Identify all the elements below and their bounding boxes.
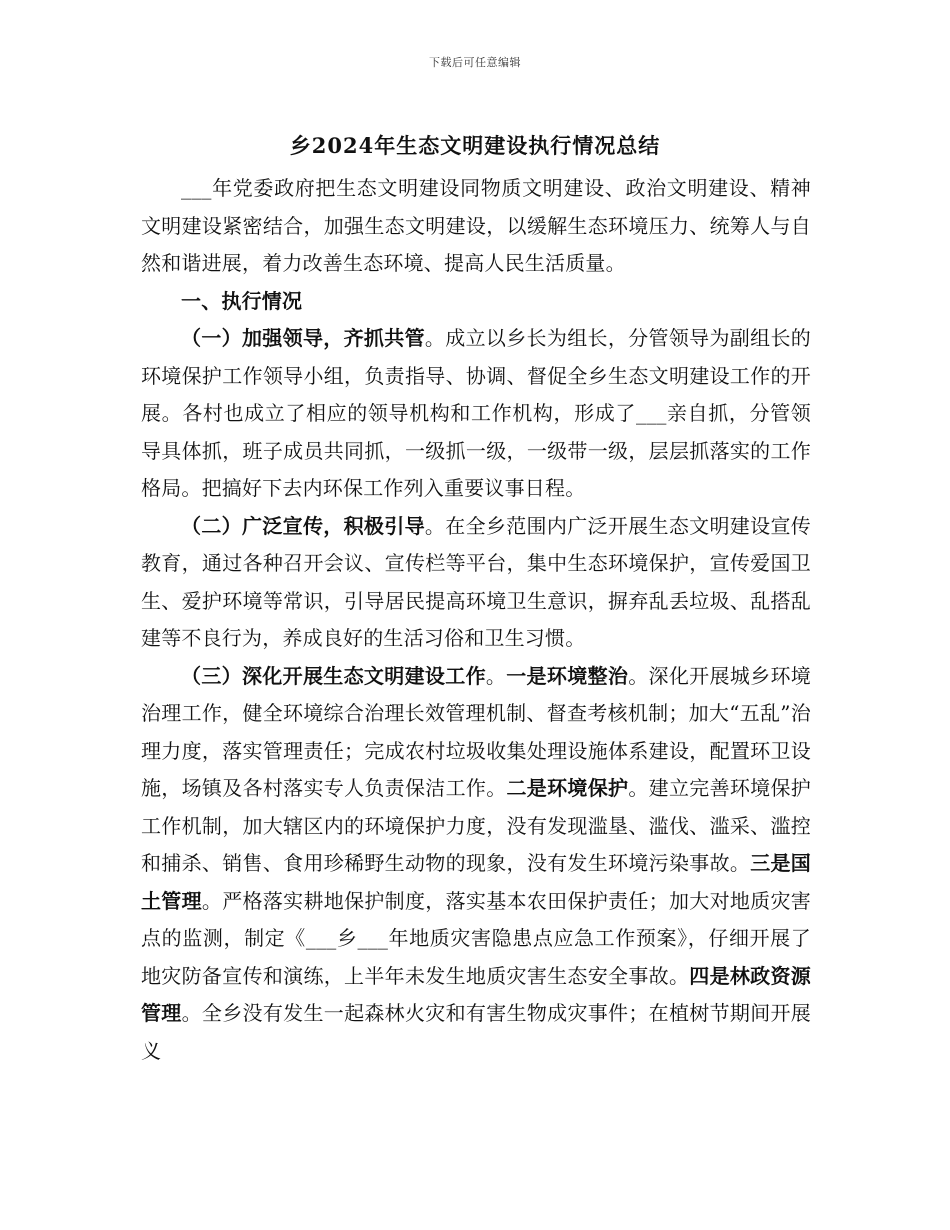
- document-title: 乡2024年生态文明建设执行情况总结: [289, 133, 661, 158]
- item-heading-environment-protection: 二是环境保护: [506, 776, 629, 800]
- section-heading-execution: 一、执行情况: [181, 288, 303, 313]
- paragraph-lead: （三）深化开展生态文明建设工作: [181, 663, 486, 688]
- paragraph-text: 。严格落实耕地保护制度，落实基本农田保护责任；加大对地质灾害点的监测，制定《___乡___年地质灾害隐患点应急工作预案》，仔细开展了地灾防备宣传和演练，上半年未发生地质灾害生态安全事故。: [141, 888, 811, 988]
- paragraph-text: 。建立完善环境保护工作机制，加大辖区内的环境保护力度，没有发现滥垦、滥伐、滥采、滥控和捕杀、销售、食用珍稀野生动物的现象，没有发生环境污染事故。: [141, 776, 811, 875]
- paragraph-text: 。全乡没有发生一起森林火灾和有害生物成灾事件；在植树节期间开展义: [141, 1001, 812, 1063]
- paragraph-leadership: [141, 320, 811, 508]
- paragraph-ecological-work: [141, 658, 811, 1071]
- item-heading-environment-remediation: 一是环境整治: [506, 663, 629, 688]
- item-heading-land-management: 三是国土管理: [141, 851, 811, 913]
- paragraph-text: 。成立以乡长为组长，分管领导为副组长的环境保护工作领导小组，负责指导、协调、督促全乡生态文明建设工作的开展。各村也成立了相应的领导机构和工作机构，形成了___亲自抓，分管领导具体抓，班子成员共同抓，一级抓一级，一级带一级，层层抓落实的工作格局。把搞好下去内环保工作列入重要议事日程。: [141, 326, 811, 500]
- intro-paragraph: ___年党委政府把生态文明建设同物质文明建设、政治文明建设、精神文明建设紧密结合，加强生态文明建设，以缓解生态环境压力、统筹人与自然和谐进展，着力改善生态环境、提高人民生活质量。: [141, 176, 811, 275]
- paragraph-lead: （一）加强领导，齐抓共管: [181, 326, 425, 350]
- paragraph-text: 。深化开展城乡环境治理工作，健全环境综合治理长效管理机制、督查考核机制；加大“五乱”治理力度，落实管理责任；完成农村垃圾收集处理设施体系建设，配置环卫设施，场镇及各村落实专人负责保洁工作。: [141, 663, 811, 800]
- paragraph-text: 。在全乡范围内广泛开展生态文明建设宣传教育，通过各种召开会议、宣传栏等平台，集中生态环境保护，宣传爱国卫生、爱护环境等常识，引导居民提高环境卫生意识，摒弃乱丢垃圾、乱搭乱建等不良行为，养成良好的生活习俗和卫生习惯。: [141, 513, 811, 650]
- paragraph-lead: （二）广泛宣传，积极引导: [181, 513, 425, 538]
- document-body: [141, 170, 811, 1070]
- paragraph-publicity: [141, 508, 811, 658]
- item-heading-forestry-management: 四是林政资源管理: [141, 963, 811, 1025]
- paragraph-text: 。: [485, 663, 507, 688]
- header-note: 下载后可任意编辑: [429, 56, 521, 69]
